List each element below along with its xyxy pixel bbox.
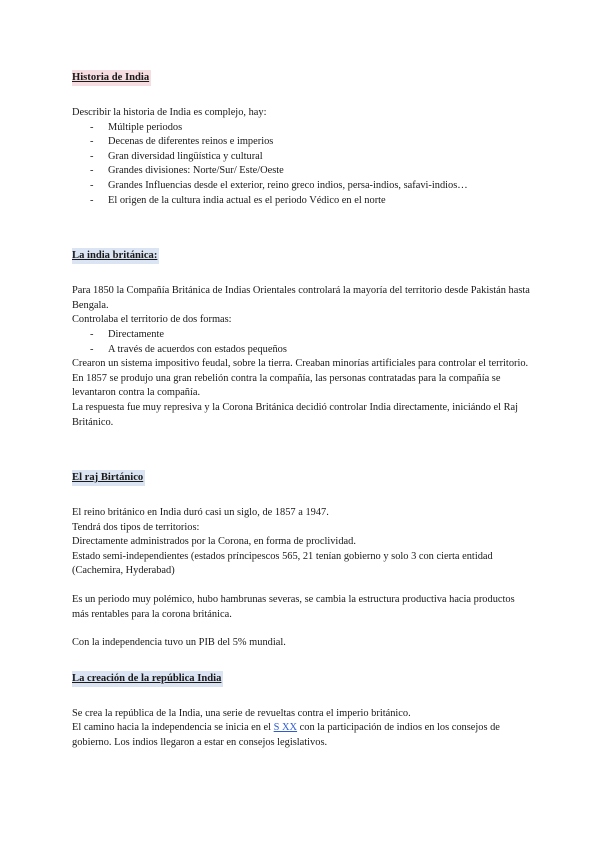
paragraph: Controlaba el territorio de dos formas: [72,314,232,326]
list-item: - A través de acuerdos con estados pequeños [72,343,532,358]
section-title-india-britanica: La india británica: [72,248,159,264]
paragraph: Es un periodo muy polémico, hubo hambrunas severas, se cambia la estructura productiva hacia productos más rentables para la corona británica. [72,594,515,620]
paragraph: Con la independencia tuvo un PIB del 5% mundial. [72,637,286,649]
section-title-raj-britanico: El raj Birtánico [72,470,145,486]
document-page [72,70,532,751]
list-item: - Grandes Influencias desde el exterior, reino greco indios, persa-indios, safavi-indios… [72,179,532,194]
text-run: con la participación de indios en los consejos de gobierno. Los indios llegaron a estar en consejos legislativos. [72,722,500,749]
paragraph [72,721,532,750]
paragraph: Para 1850 la Compañía Británica de Indias Orientales controlará la mayoría del territorio desde Pakistán hasta Bengala. [72,285,530,311]
bullet-list [72,328,532,357]
paragraph: El reino británico en India duró casi un siglo, de 1857 a 1947. [72,507,329,519]
paragraph: Crearon un sistema impositivo feudal, sobre la tierra. Creaban minorías artificiales para controlar el territorio. En 1857 se produjo una gran rebelión contra la compañía, las personas contratadas para la compañía se levantaron contra la compañía. [72,358,529,399]
paragraph: Tendrá dos tipos de territorios: [72,521,200,533]
section-title-historia: Historia de India [72,70,151,86]
list-item: - Múltiple periodos [72,121,532,136]
section-title-republica-india: La creación de la república India [72,671,223,687]
list-item: - Directamente [72,328,532,343]
paragraph: Directamente administrados por la Corona, en forma de proclividad. [72,536,356,548]
list-item: - Grandes divisiones: Norte/Sur/ Este/Oeste [72,164,532,179]
list-item: - Gran diversidad lingüística y cultural [72,150,532,165]
paragraph: Estado semi-independientes (estados príncipescos 565, 21 tenían gobierno y solo 3 con cierta entidad (Cachemira, Hyderabad) [72,550,493,577]
text-run: El camino hacia la independencia se inicia en el [72,722,274,734]
bullet-list [72,121,532,209]
paragraph: Describir la historia de India es complejo, hay: [72,107,267,118]
paragraph: Se crea la república de la India, una serie de revueltas contra el imperio británico. [72,707,411,719]
link-s-xx[interactable]: S XX [273,722,298,734]
paragraph: La respuesta fue muy represiva y la Corona Británica decidió controlar India directamente, iniciándo el Raj Británico. [72,401,519,428]
list-item: - Decenas de diferentes reinos e imperios [72,135,532,150]
list-item: - El origen de la cultura india actual es el periodo Védico en el norte [72,194,532,209]
